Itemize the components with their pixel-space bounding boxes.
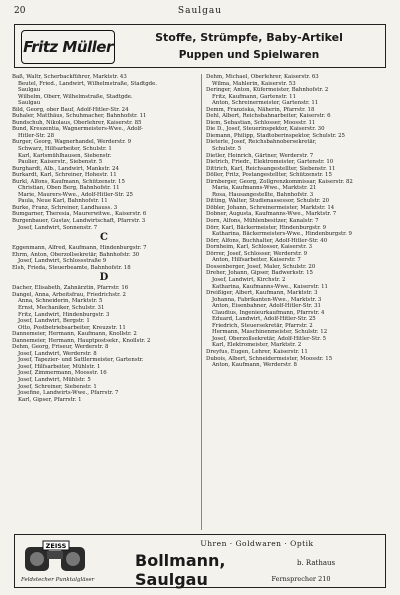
directory-entry: Katharina, Kaufmanns-Wwe., Kaiserstr. 11 bbox=[212, 283, 328, 290]
directory-entry: Wilhelm, Oberr, Wilhelmstraße, Stadtgde. bbox=[18, 93, 133, 100]
directory-entry: Josef, Landwirt, Schlossstraße 9 bbox=[18, 258, 107, 265]
directory-entry: Dehm, Georg, Friseur, Werderstr. 8 bbox=[12, 344, 109, 351]
directory-entry: Wilma, Mahlerin, Kaiserstr. 53 bbox=[212, 80, 296, 87]
directory-entry: Burgenbauer, Gustav, Landwirtschaft, Pfarrstr. 3 bbox=[12, 218, 146, 225]
directory-entry: Josef, Landwirt, Kirchstr. 2 bbox=[212, 276, 286, 283]
directory-entry: Dörr, Karl, Bäckermeister, Hindenburgstr. 9 bbox=[206, 224, 327, 231]
directory-entry: Anton, Schreinermeister, Gartenstr. 11 bbox=[212, 100, 319, 107]
ad-tagline: Uhren · Goldwaren · Optik bbox=[200, 539, 314, 548]
shop-phone: Fernsprecher 210 bbox=[271, 575, 331, 583]
brand-label: ZEISS bbox=[45, 542, 67, 550]
directory-entry: Anna, Schneiderin, Marktstr. 5 bbox=[18, 298, 103, 305]
shop-name: Bollmann, Saulgau bbox=[135, 551, 226, 589]
directory-entry: Schwarz, Hilfsarbeiter, Schulstr. 1 bbox=[18, 146, 112, 153]
directory-entry: Dannemeier, Hermann, Kaufmann, Knollstr. 2 bbox=[12, 331, 137, 338]
directory-entry: Dangel, Anna, Arbeitsfrau, Friedrichstr. 2 bbox=[12, 291, 126, 298]
directory-entry: Elsh, Frieda, Steuerbeamte, Bahnhofstr. 18 bbox=[12, 264, 131, 271]
directory-entry: Karl, Gipser, Pfarrstr. 1 bbox=[18, 396, 82, 403]
ad-line-2: Puppen und Spielwaren bbox=[178, 49, 320, 61]
directory-entry: Hermann, Maschinenmeister, Schulstr. 12 bbox=[212, 329, 328, 336]
directory-entry: Eggenmann, Alfred, Kaufmann, Hindenburgstr. 7 bbox=[12, 245, 147, 252]
directory-entry: Buhaler, Matthäus, Schuhmacher, Bahnhofstr. 11 bbox=[12, 113, 147, 120]
directory-entry: Dietler, Heinrich, Gärtner, Werderstr. 7 bbox=[206, 152, 314, 159]
directory-entry: Fritz, Landwirt, Hindenburgstr. 3 bbox=[18, 311, 110, 318]
directory-entry: Paula, Neue Karl, Bahnhofstr. 11 bbox=[18, 198, 108, 205]
directory-entry: Otto, Postbetriebsarbeiter, Kreuzstr. 11 bbox=[18, 324, 126, 331]
directory-entry: Dacher, Elisabeth, Zahnärztin, Pfarrstr. 16 bbox=[12, 285, 129, 292]
directory-entry: Dobner, Augusta, Kaufmanns-Wwe., Marktstr. 7 bbox=[206, 211, 337, 218]
directory-entry: Josef, Landwirt, Werderstr. 8 bbox=[18, 350, 97, 357]
ad-line-1: Stoffe, Strümpfe, Baby-Artikel bbox=[155, 31, 343, 44]
directory-entry: Burke, Franz, Schreiner, Landhauss. 3 bbox=[12, 204, 118, 211]
directory-entry: Schulstr. 5 bbox=[212, 146, 242, 153]
directory-entry: Dossenberger, Josef, Maler, Schulstr. 20 bbox=[206, 263, 316, 270]
binoculars-icon bbox=[21, 539, 91, 575]
directory-column-left bbox=[12, 74, 196, 403]
directory-entry: Ditting, Walter, Studienassessor, Schulstr. 20 bbox=[206, 198, 330, 205]
directory-entry: Dannemeier, Hermann, Hauptpostsekr., Knollstr. 2 bbox=[12, 337, 151, 344]
directory-entry: Ernst, Mechaniker, Schulstr. 31 bbox=[18, 304, 105, 311]
directory-entry: Josef, Zimmermann, Moosstr. 16 bbox=[18, 370, 107, 377]
directory-entry: Döbler, Johann, Schreinermeister, Marktstr. 14 bbox=[206, 204, 335, 211]
directory-entry: Anton, Kaufmann, Werderstr. 8 bbox=[212, 362, 297, 369]
directory-entry: Karl, Elektromeister, Marktstr. 2 bbox=[212, 342, 302, 349]
advertisement-bottom bbox=[14, 534, 386, 588]
directory-entry: Fritz, Kaufmann, Gartenstr. 11 bbox=[212, 93, 297, 100]
directory-entry: Dorn, Alfons, Mühlenbesitzer, Kanalstr. 7 bbox=[206, 218, 319, 225]
directory-entry: Josef, Schreiner, Siebenstr. 1 bbox=[18, 383, 97, 390]
directory-entry: Rosa, Hausangestellte, Bahnhofstr. 3 bbox=[212, 191, 314, 198]
directory-entry: Ehrm, Anton, Oberzollsekretär, Bahnhofstr. 30 bbox=[12, 251, 140, 258]
column-divider bbox=[201, 74, 202, 530]
directory-entry: Burger, Georg, Wagnerhandel, Werderstr. 9 bbox=[12, 139, 132, 146]
directory-entry: Burkardt, Karl, Schreiner, Hohestr. 11 bbox=[12, 172, 117, 179]
directory-entry: Burghardt, Alb., Landwirt, Mankstr. 24 bbox=[12, 165, 119, 172]
directory-entry: Diemann, Philipp, Stadtoberinspektor, Schulstr. 25 bbox=[206, 132, 345, 139]
binocular-caption: Feldstecher Punktalgläser bbox=[21, 577, 95, 583]
directory-entry: Die D., Josef, Steuerinspektor, Kaiserstr. 30 bbox=[206, 126, 325, 133]
directory-entry: Dreyfus, Eugen, Lehrer, Kaiserstr. 11 bbox=[206, 348, 308, 355]
directory-entry: Josef, Hilfsarbeiter, Mühlstr. 1 bbox=[18, 363, 101, 370]
directory-entry: Josef, Oberzollsekretär, Adolf-Hitler-Str. 5 bbox=[212, 335, 327, 342]
directory-entry: Bund, Kreszentia, Wagnermeisters-Wwe., Adolf- bbox=[12, 126, 143, 133]
page-title: Saulgau bbox=[177, 6, 223, 16]
directory-entry: Baß, Waltr, Scherbackführer, Marktstr. 43 bbox=[12, 74, 127, 80]
directory-entry: Diem, Sebastian, Schlosser, Moosstr. 11 bbox=[206, 119, 316, 126]
directory-entry: Dubois, Albert, Schneidermeister, Moosstr. 15 bbox=[206, 355, 333, 362]
page-header bbox=[14, 6, 386, 18]
directory-entry: Bild, Georg, ober Bauf, Adolf-Hitler-Str. 24 bbox=[12, 106, 129, 113]
directory-entry: Josef, Tapezier- und Sattlermeister, Gartenstr. bbox=[18, 357, 144, 364]
directory-entry: Dirnberger, Georg, Zollgrenzkommissar, Kaiserstr. 82 bbox=[206, 178, 353, 185]
directory-entry: Beutel, Fried., Landwirt, Wilhelmstraße, Stadtgde. bbox=[18, 80, 158, 87]
directory-entry: Claudius, Ingenieurkaufmann, Pfarrstr. 4 bbox=[212, 309, 325, 316]
directory-entry: Dornheim, Karl, Schlosser, Kaiserstr. 3 bbox=[206, 244, 313, 251]
directory-entry: Saulgau bbox=[18, 87, 41, 94]
directory-entry: Paulier, Kaiserstr., Siebenstr. 5 bbox=[18, 159, 103, 166]
directory-entry: Demm, Franziska, Näherin, Pfarrstr. 18 bbox=[206, 106, 315, 113]
directory-entry: Bumgarner, Theresia, Maurerwitwe., Kaiserstr. 6 bbox=[12, 211, 147, 218]
directory-entry: Marie, Maurers-Wwe., Adolf-Hitler-Str. 25 bbox=[18, 191, 133, 198]
directory-entry: Katharina, Bäckermeisters-Wwe., Hindenburgstr. 9 bbox=[212, 231, 352, 238]
directory-entry: Josef, Landwirt, Bergstr. 1 bbox=[18, 318, 90, 325]
directory-entry: Dreher, Johann, Gipser, Badwerkstr. 15 bbox=[206, 270, 313, 277]
directory-entry: Josef, Landwirt, Mühlstr. 5 bbox=[18, 376, 91, 383]
directory-entry: Dietrich, Friedr., Elektromeister, Gartenstr. 10 bbox=[206, 159, 334, 166]
shop-location: b. Rathaus bbox=[297, 559, 336, 567]
directory-entry: Döller, Fritz, Postangestellter, Schützenstr. 15 bbox=[206, 172, 332, 179]
directory-entry: Dieterle, Josef, Reichsbahnobersekretär, bbox=[206, 139, 317, 146]
directory-entry: Friedrich, Steuersekretär, Pfarrstr. 2 bbox=[212, 322, 313, 329]
directory-entry: Dreißiger, Albert, Kaufmann, Marktstr. 3 bbox=[206, 290, 318, 297]
shop-logo: Fritz Müller bbox=[21, 30, 115, 64]
directory-entry: Dehl, Albert, Reichsbahnarbeiter, Kaiserstr. 6 bbox=[206, 113, 331, 120]
directory-entry: Anton, Eisenbahner, Adolf-Hitler-Str. 31 bbox=[212, 303, 321, 310]
advertisement-top bbox=[14, 24, 386, 68]
directory-entry: Johanna, Fabrikanten-Wwe., Marktstr. 3 bbox=[212, 296, 322, 303]
directory-entry: Dittrich, Karl, Reichsangestellter, Siebenstr. 11 bbox=[206, 165, 336, 172]
directory-column-right bbox=[206, 74, 390, 369]
directory-entry: Eduard, Landwirt, Adolf-Hitler-Str. 25 bbox=[212, 316, 316, 323]
directory-entry: Dörr, Alfons, Buchhalter, Adolf-Hitler-Str. 40 bbox=[206, 237, 328, 244]
directory-entry: Karl, Karlsmühlhausen, Siebenstr. bbox=[18, 152, 112, 159]
directory-entry: Saulgau bbox=[18, 100, 41, 107]
directory-entry: Dörrer, Josef, Schlosser, Werderstr. 9 bbox=[206, 250, 308, 257]
directory-entry: Dehm, Michael, Oberlehrer, Kaiserstr. 63 bbox=[206, 74, 319, 80]
directory-entry: Christian, Oben Berg, Bahnhofstr. 11 bbox=[18, 185, 120, 192]
directory-entry: Josef, Landwirt, Sonnenstr. 7 bbox=[18, 224, 98, 231]
directory-entry: Josefine, Landwirts-Wwe., Pfarrstr. 7 bbox=[18, 390, 119, 397]
section-letter: C bbox=[100, 232, 108, 244]
directory-entry: Anton, Hilfsarbeiter, Kaiserstr. 7 bbox=[212, 257, 301, 264]
directory-entry: Bundschuh, Nikolaus, Oberlehrer, Kaiserstr. 85 bbox=[12, 119, 142, 126]
directory-entry: Hitler-Str. 28 bbox=[18, 132, 55, 139]
directory-entry: Maria, Kaufmanns-Wwe., Marktstr. 21 bbox=[212, 185, 317, 192]
page-number: 20 bbox=[14, 6, 26, 16]
directory-entry: Burkl, Alfons, Kaufmann, Schützenstr. 15 bbox=[12, 178, 125, 185]
section-letter: D bbox=[99, 272, 109, 284]
directory-entry: Deringer, Anton, Küfermeister, Bahnhofstr. 2 bbox=[206, 87, 329, 94]
